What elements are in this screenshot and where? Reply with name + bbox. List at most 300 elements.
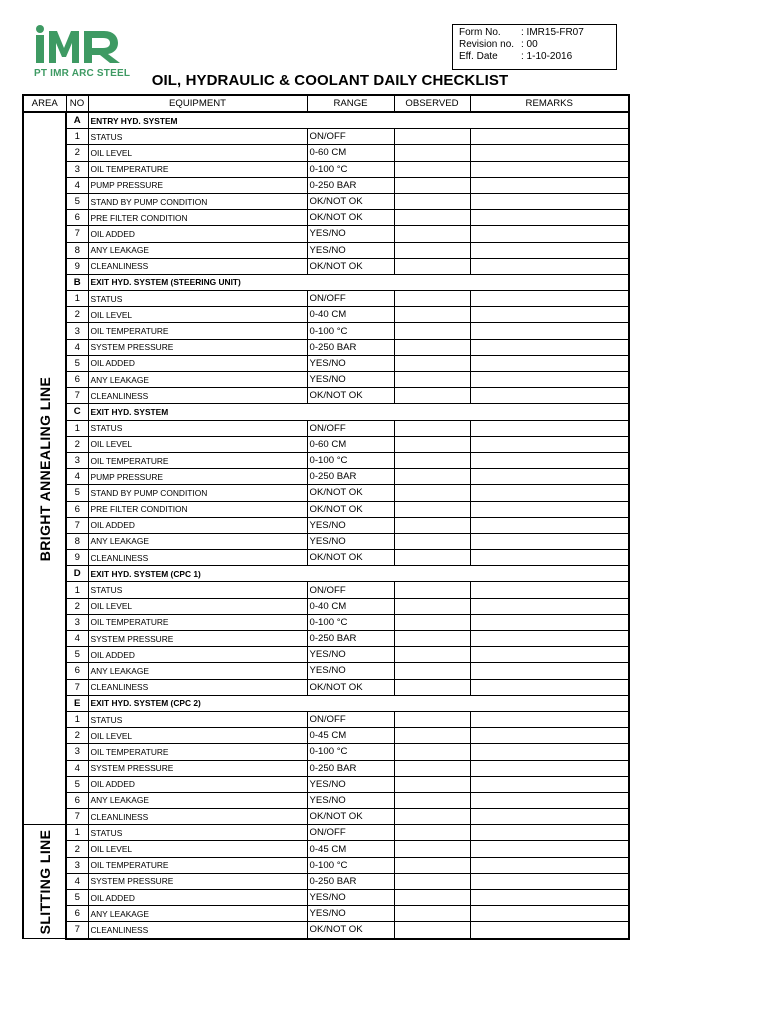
range-cell: YES/NO xyxy=(307,372,394,388)
item-no: 5 xyxy=(66,776,88,792)
equipment-cell: OIL LEVEL xyxy=(88,145,307,161)
equipment-cell: OIL LEVEL xyxy=(88,841,307,857)
observed-cell[interactable] xyxy=(394,355,470,371)
equipment-cell: STATUS xyxy=(88,582,307,598)
remarks-cell[interactable] xyxy=(470,372,629,388)
table-row xyxy=(23,598,629,614)
observed-cell[interactable] xyxy=(394,582,470,598)
observed-cell[interactable] xyxy=(394,177,470,193)
range-cell: YES/NO xyxy=(307,517,394,533)
equipment-cell: OIL LEVEL xyxy=(88,436,307,452)
observed-cell[interactable] xyxy=(394,679,470,695)
column-header-remarks: REMARKS xyxy=(470,95,629,112)
range-cell: OK/NOT OK xyxy=(307,210,394,226)
range-cell: OK/NOT OK xyxy=(307,388,394,404)
range-cell: YES/NO xyxy=(307,792,394,808)
equipment-cell: CLEANLINESS xyxy=(88,550,307,566)
range-cell: 0-40 CM xyxy=(307,307,394,323)
equipment-cell: OIL ADDED xyxy=(88,226,307,242)
item-no: 2 xyxy=(66,436,88,452)
item-no: 5 xyxy=(66,193,88,209)
range-cell: 0-250 BAR xyxy=(307,631,394,647)
item-no: 2 xyxy=(66,307,88,323)
observed-cell[interactable] xyxy=(394,533,470,549)
remarks-cell[interactable] xyxy=(470,550,629,566)
table-row xyxy=(23,776,629,792)
equipment-cell: STATUS xyxy=(88,291,307,307)
section-code: B xyxy=(66,274,88,290)
observed-cell[interactable] xyxy=(394,663,470,679)
remarks-cell[interactable] xyxy=(470,582,629,598)
observed-cell[interactable] xyxy=(394,598,470,614)
form-no-value: : IMR15-FR07 xyxy=(521,27,584,38)
observed-cell[interactable] xyxy=(394,210,470,226)
table-row xyxy=(23,663,629,679)
observed-cell[interactable] xyxy=(394,307,470,323)
area-label: BRIGHT ANNEALING LINE xyxy=(36,376,53,561)
item-no: 7 xyxy=(66,809,88,825)
remarks-cell[interactable] xyxy=(470,193,629,209)
section-header-row xyxy=(23,566,629,582)
remarks-cell[interactable] xyxy=(470,161,629,177)
equipment-cell: SYSTEM PRESSURE xyxy=(88,873,307,889)
range-cell: 0-250 BAR xyxy=(307,469,394,485)
range-cell: 0-250 BAR xyxy=(307,339,394,355)
remarks-cell[interactable] xyxy=(470,647,629,663)
eff-date-label: Eff. Date xyxy=(459,51,498,62)
remarks-cell[interactable] xyxy=(470,323,629,339)
remarks-cell[interactable] xyxy=(470,776,629,792)
range-cell: OK/NOT OK xyxy=(307,550,394,566)
remarks-cell[interactable] xyxy=(470,631,629,647)
observed-cell[interactable] xyxy=(394,452,470,468)
equipment-cell: OIL TEMPERATURE xyxy=(88,857,307,873)
equipment-cell: PUMP PRESSURE xyxy=(88,469,307,485)
item-no: 8 xyxy=(66,242,88,258)
page-title: OIL, HYDRAULIC & COOLANT DAILY CHECKLIST xyxy=(151,72,509,89)
observed-cell[interactable] xyxy=(394,193,470,209)
observed-cell[interactable] xyxy=(394,647,470,663)
remarks-cell[interactable] xyxy=(470,679,629,695)
table-row xyxy=(23,679,629,695)
table-row xyxy=(23,647,629,663)
observed-cell[interactable] xyxy=(394,242,470,258)
remarks-cell[interactable] xyxy=(470,809,629,825)
equipment-cell: ANY LEAKAGE xyxy=(88,663,307,679)
equipment-cell: OIL ADDED xyxy=(88,776,307,792)
column-header-equipment: EQUIPMENT xyxy=(88,95,307,112)
table-row xyxy=(23,129,629,145)
remarks-cell[interactable] xyxy=(470,663,629,679)
observed-cell[interactable] xyxy=(394,161,470,177)
item-no: 3 xyxy=(66,452,88,468)
range-cell: YES/NO xyxy=(307,776,394,792)
remarks-cell[interactable] xyxy=(470,614,629,630)
observed-cell[interactable] xyxy=(394,517,470,533)
table-row xyxy=(23,242,629,258)
table-row xyxy=(23,760,629,776)
column-header-range: RANGE xyxy=(307,95,394,112)
range-cell: YES/NO xyxy=(307,533,394,549)
equipment-cell: OIL LEVEL xyxy=(88,728,307,744)
section-title: EXIT HYD. SYSTEM (CPC 2) xyxy=(88,695,629,711)
item-no: 1 xyxy=(66,825,88,841)
remarks-cell[interactable] xyxy=(470,145,629,161)
equipment-cell: SYSTEM PRESSURE xyxy=(88,339,307,355)
observed-cell[interactable] xyxy=(394,145,470,161)
table-row xyxy=(23,452,629,468)
item-no: 4 xyxy=(66,469,88,485)
remarks-cell[interactable] xyxy=(470,533,629,549)
equipment-cell: OIL ADDED xyxy=(88,647,307,663)
remarks-cell[interactable] xyxy=(470,890,629,906)
observed-cell[interactable] xyxy=(394,841,470,857)
range-cell: YES/NO xyxy=(307,242,394,258)
observed-cell[interactable] xyxy=(394,420,470,436)
range-cell: ON/OFF xyxy=(307,582,394,598)
table-row xyxy=(23,906,629,922)
section-title: EXIT HYD. SYSTEM xyxy=(88,404,629,420)
table-row xyxy=(23,388,629,404)
item-no: 2 xyxy=(66,145,88,161)
observed-cell[interactable] xyxy=(394,339,470,355)
equipment-cell: CLEANLINESS xyxy=(88,922,307,939)
range-cell: 0-45 CM xyxy=(307,728,394,744)
item-no: 5 xyxy=(66,890,88,906)
remarks-cell[interactable] xyxy=(470,792,629,808)
remarks-cell[interactable] xyxy=(470,436,629,452)
range-cell: 0-60 CM xyxy=(307,436,394,452)
equipment-cell: OIL TEMPERATURE xyxy=(88,161,307,177)
item-no: 4 xyxy=(66,760,88,776)
table-row xyxy=(23,631,629,647)
observed-cell[interactable] xyxy=(394,890,470,906)
equipment-cell: SYSTEM PRESSURE xyxy=(88,760,307,776)
range-cell: ON/OFF xyxy=(307,129,394,145)
remarks-cell[interactable] xyxy=(470,760,629,776)
remarks-cell[interactable] xyxy=(470,728,629,744)
item-no: 8 xyxy=(66,533,88,549)
item-no: 1 xyxy=(66,291,88,307)
table-body xyxy=(23,112,629,939)
range-cell: YES/NO xyxy=(307,226,394,242)
remarks-cell[interactable] xyxy=(470,291,629,307)
equipment-cell: OIL ADDED xyxy=(88,517,307,533)
remarks-cell[interactable] xyxy=(470,485,629,501)
range-cell: YES/NO xyxy=(307,663,394,679)
remarks-cell[interactable] xyxy=(470,452,629,468)
section-title: EXIT HYD. SYSTEM (STEERING UNIT) xyxy=(88,274,629,290)
item-no: 1 xyxy=(66,129,88,145)
observed-cell[interactable] xyxy=(394,550,470,566)
item-no: 7 xyxy=(66,517,88,533)
range-cell: OK/NOT OK xyxy=(307,809,394,825)
observed-cell[interactable] xyxy=(394,760,470,776)
item-no: 3 xyxy=(66,161,88,177)
table-row xyxy=(23,614,629,630)
equipment-cell: SYSTEM PRESSURE xyxy=(88,631,307,647)
remarks-cell[interactable] xyxy=(470,841,629,857)
range-cell: 0-100 °C xyxy=(307,323,394,339)
range-cell: ON/OFF xyxy=(307,420,394,436)
range-cell: 0-60 CM xyxy=(307,145,394,161)
remarks-cell[interactable] xyxy=(470,355,629,371)
section-code: C xyxy=(66,404,88,420)
table-row xyxy=(23,291,629,307)
item-no: 6 xyxy=(66,663,88,679)
table-row xyxy=(23,258,629,274)
item-no: 4 xyxy=(66,631,88,647)
table-row xyxy=(23,711,629,727)
range-cell: OK/NOT OK xyxy=(307,679,394,695)
observed-cell[interactable] xyxy=(394,809,470,825)
item-no: 3 xyxy=(66,744,88,760)
table-row xyxy=(23,485,629,501)
table-row xyxy=(23,890,629,906)
table-row xyxy=(23,922,629,939)
observed-cell[interactable] xyxy=(394,436,470,452)
equipment-cell: OIL LEVEL xyxy=(88,307,307,323)
remarks-cell[interactable] xyxy=(470,210,629,226)
item-no: 6 xyxy=(66,792,88,808)
range-cell: 0-100 °C xyxy=(307,744,394,760)
area-cell xyxy=(23,825,66,939)
equipment-cell: ANY LEAKAGE xyxy=(88,242,307,258)
equipment-cell: CLEANLINESS xyxy=(88,679,307,695)
range-cell: YES/NO xyxy=(307,355,394,371)
observed-cell[interactable] xyxy=(394,792,470,808)
equipment-cell: OIL LEVEL xyxy=(88,598,307,614)
equipment-cell: STATUS xyxy=(88,129,307,145)
observed-cell[interactable] xyxy=(394,744,470,760)
checklist-table xyxy=(22,94,630,940)
item-no: 1 xyxy=(66,711,88,727)
item-no: 5 xyxy=(66,485,88,501)
equipment-cell: ANY LEAKAGE xyxy=(88,792,307,808)
table-row xyxy=(23,809,629,825)
item-no: 4 xyxy=(66,339,88,355)
equipment-cell: STAND BY PUMP CONDITION xyxy=(88,193,307,209)
remarks-cell[interactable] xyxy=(470,922,629,939)
range-cell: 0-45 CM xyxy=(307,841,394,857)
table-row xyxy=(23,857,629,873)
remarks-cell[interactable] xyxy=(470,307,629,323)
equipment-cell: ANY LEAKAGE xyxy=(88,372,307,388)
table-row xyxy=(23,161,629,177)
observed-cell[interactable] xyxy=(394,388,470,404)
company-logo xyxy=(34,24,134,79)
item-no: 6 xyxy=(66,906,88,922)
range-cell: 0-40 CM xyxy=(307,598,394,614)
observed-cell[interactable] xyxy=(394,469,470,485)
observed-cell[interactable] xyxy=(394,857,470,873)
table-row xyxy=(23,323,629,339)
column-header-observed: OBSERVED xyxy=(394,95,470,112)
table-row xyxy=(23,339,629,355)
area-label: SLITTING LINE xyxy=(36,829,53,935)
range-cell: OK/NOT OK xyxy=(307,922,394,939)
table-row xyxy=(23,372,629,388)
remarks-cell[interactable] xyxy=(470,469,629,485)
section-title: EXIT HYD. SYSTEM (CPC 1) xyxy=(88,566,629,582)
equipment-cell: ANY LEAKAGE xyxy=(88,533,307,549)
remarks-cell[interactable] xyxy=(470,339,629,355)
range-cell: YES/NO xyxy=(307,647,394,663)
observed-cell[interactable] xyxy=(394,323,470,339)
range-cell: 0-100 °C xyxy=(307,452,394,468)
remarks-cell[interactable] xyxy=(470,857,629,873)
item-no: 3 xyxy=(66,857,88,873)
range-cell: OK/NOT OK xyxy=(307,193,394,209)
table-header-row xyxy=(23,95,629,112)
observed-cell[interactable] xyxy=(394,873,470,889)
item-no: 5 xyxy=(66,647,88,663)
table-row xyxy=(23,226,629,242)
remarks-cell[interactable] xyxy=(470,906,629,922)
observed-cell[interactable] xyxy=(394,631,470,647)
remarks-cell[interactable] xyxy=(470,129,629,145)
equipment-cell: STATUS xyxy=(88,825,307,841)
table-row xyxy=(23,145,629,161)
section-title: ENTRY HYD. SYSTEM xyxy=(88,112,629,129)
table-row xyxy=(23,744,629,760)
revision-row xyxy=(459,39,616,51)
section-code: A xyxy=(66,112,88,129)
form-info-box xyxy=(452,24,617,70)
table-row xyxy=(23,193,629,209)
item-no: 9 xyxy=(66,550,88,566)
equipment-cell: OIL ADDED xyxy=(88,355,307,371)
eff-date-row xyxy=(459,51,616,63)
table-row xyxy=(23,420,629,436)
eff-date-value: : 1-10-2016 xyxy=(521,51,573,62)
form-no-label: Form No. xyxy=(459,27,501,38)
observed-cell[interactable] xyxy=(394,372,470,388)
range-cell: OK/NOT OK xyxy=(307,501,394,517)
section-code: D xyxy=(66,566,88,582)
table-row xyxy=(23,873,629,889)
table-row xyxy=(23,533,629,549)
item-no: 6 xyxy=(66,210,88,226)
form-no-row xyxy=(459,27,616,39)
observed-cell[interactable] xyxy=(394,728,470,744)
remarks-cell[interactable] xyxy=(470,177,629,193)
equipment-cell: OIL TEMPERATURE xyxy=(88,744,307,760)
equipment-cell: OIL TEMPERATURE xyxy=(88,614,307,630)
revision-value: : 00 xyxy=(521,39,538,50)
item-no: 7 xyxy=(66,922,88,939)
table-row xyxy=(23,550,629,566)
table-row xyxy=(23,825,629,841)
remarks-cell[interactable] xyxy=(470,711,629,727)
equipment-cell: CLEANLINESS xyxy=(88,258,307,274)
column-header-no: NO xyxy=(66,95,88,112)
equipment-cell: PRE FILTER CONDITION xyxy=(88,501,307,517)
range-cell: 0-250 BAR xyxy=(307,873,394,889)
remarks-cell[interactable] xyxy=(470,242,629,258)
section-header-row xyxy=(23,695,629,711)
range-cell: 0-250 BAR xyxy=(307,760,394,776)
equipment-cell: PRE FILTER CONDITION xyxy=(88,210,307,226)
observed-cell[interactable] xyxy=(394,258,470,274)
observed-cell[interactable] xyxy=(394,485,470,501)
table-row xyxy=(23,517,629,533)
section-header-row xyxy=(23,274,629,290)
observed-cell[interactable] xyxy=(394,226,470,242)
observed-cell[interactable] xyxy=(394,922,470,939)
item-no: 3 xyxy=(66,614,88,630)
range-cell: 0-250 BAR xyxy=(307,177,394,193)
table-row xyxy=(23,728,629,744)
item-no: 3 xyxy=(66,323,88,339)
revision-label: Revision no. xyxy=(459,39,515,50)
observed-cell[interactable] xyxy=(394,906,470,922)
remarks-cell[interactable] xyxy=(470,226,629,242)
item-no: 1 xyxy=(66,582,88,598)
observed-cell[interactable] xyxy=(394,614,470,630)
range-cell: ON/OFF xyxy=(307,711,394,727)
item-no: 4 xyxy=(66,873,88,889)
equipment-cell: OIL TEMPERATURE xyxy=(88,452,307,468)
range-cell: OK/NOT OK xyxy=(307,258,394,274)
remarks-cell[interactable] xyxy=(470,420,629,436)
logo-subtitle: PT IMR ARC STEEL xyxy=(34,68,131,79)
remarks-cell[interactable] xyxy=(470,598,629,614)
equipment-cell: STATUS xyxy=(88,420,307,436)
item-no: 5 xyxy=(66,355,88,371)
range-cell: YES/NO xyxy=(307,890,394,906)
area-cell xyxy=(23,112,66,825)
range-cell: 0-100 °C xyxy=(307,161,394,177)
item-no: 1 xyxy=(66,420,88,436)
remarks-cell[interactable] xyxy=(470,744,629,760)
equipment-cell: CLEANLINESS xyxy=(88,388,307,404)
table-row xyxy=(23,436,629,452)
observed-cell[interactable] xyxy=(394,501,470,517)
remarks-cell[interactable] xyxy=(470,873,629,889)
section-code: E xyxy=(66,695,88,711)
item-no: 7 xyxy=(66,226,88,242)
table-row xyxy=(23,307,629,323)
observed-cell[interactable] xyxy=(394,711,470,727)
equipment-cell: STAND BY PUMP CONDITION xyxy=(88,485,307,501)
equipment-cell: STATUS xyxy=(88,711,307,727)
table-row xyxy=(23,501,629,517)
equipment-cell: ANY LEAKAGE xyxy=(88,906,307,922)
observed-cell[interactable] xyxy=(394,776,470,792)
column-header-area: AREA xyxy=(23,95,66,112)
remarks-cell[interactable] xyxy=(470,388,629,404)
observed-cell[interactable] xyxy=(394,291,470,307)
item-no: 2 xyxy=(66,841,88,857)
table-row xyxy=(23,355,629,371)
remarks-cell[interactable] xyxy=(470,258,629,274)
equipment-cell: OIL ADDED xyxy=(88,890,307,906)
range-cell: OK/NOT OK xyxy=(307,485,394,501)
remarks-cell[interactable] xyxy=(470,501,629,517)
table-row xyxy=(23,210,629,226)
range-cell: ON/OFF xyxy=(307,291,394,307)
observed-cell[interactable] xyxy=(394,129,470,145)
remarks-cell[interactable] xyxy=(470,517,629,533)
item-no: 6 xyxy=(66,501,88,517)
observed-cell[interactable] xyxy=(394,825,470,841)
imr-logo-mark xyxy=(34,24,126,66)
table-row xyxy=(23,792,629,808)
table-row xyxy=(23,841,629,857)
item-no: 7 xyxy=(66,679,88,695)
remarks-cell[interactable] xyxy=(470,825,629,841)
